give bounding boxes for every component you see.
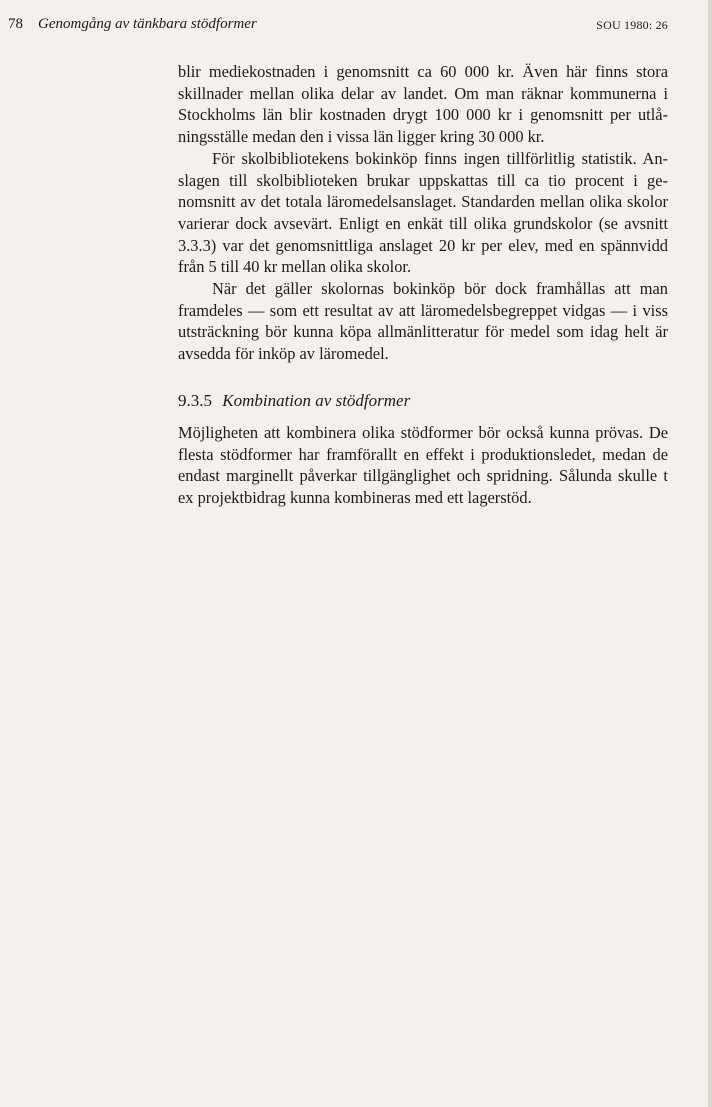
paragraph-school-book-purchases: När det gäller skolornas bokinköp bör dock framhållas att man framdeles — som ett resultat av att läromedelsbegreppet vidgas — i viss utsträckning bör kunna köpa allmänlitteratur för medel som idag helt är avsedda för inköp av läromedel. xyxy=(178,279,668,364)
section-heading xyxy=(178,390,668,412)
body-text xyxy=(178,61,668,509)
chapter-title: Genomgång av tänkbara stödformer xyxy=(38,16,257,32)
running-head xyxy=(8,14,668,36)
series-reference: SOU 1980: 26 xyxy=(596,18,668,32)
section-title: Kombination av stödformer xyxy=(222,390,411,410)
page-edge xyxy=(708,0,712,1107)
paragraph-combination: Möjligheten att kombinera olika stödformer bör också kunna prövas. De flesta stödformer har framförallt en effekt i produktionsledet, medan de endast marginellt påverkar tillgänglighet och spridning. Sålunda skulle t ex projektbidrag kunna kombineras med ett lagerstöd. xyxy=(178,422,668,507)
section-number: 9.3.5 xyxy=(178,390,212,410)
paragraph-media-costs: blir mediekostnaden i genomsnitt ca 60 000 kr. Även här finns stora skillnader mellan olika delar av landet. Om man räknar kommunerna i Stockholms län blir kostnaden drygt 100 000 kr i genomsnitt per utlåningsställe medan den i vissa län ligger kring 30 000 kr. xyxy=(178,62,668,147)
paragraph-school-libraries: För skolbibliotekens bokinköp finns ingen tillförlitlig statistik. Anslagen till skolbiblioteken brukar uppskattas till ca tio procent i genomsnitt av det totala läromedelsanslaget. Standarden mellan olika skolor varierar dock avsevärt. Enligt en enkät till olika grundskolor (se avsnitt 3.3.3) var det genomsnittliga anslaget 20 kr per elev, med en spännvidd från 5 till 40 kr mellan olika skolor. xyxy=(178,148,668,277)
page-number: 78 xyxy=(8,16,23,32)
